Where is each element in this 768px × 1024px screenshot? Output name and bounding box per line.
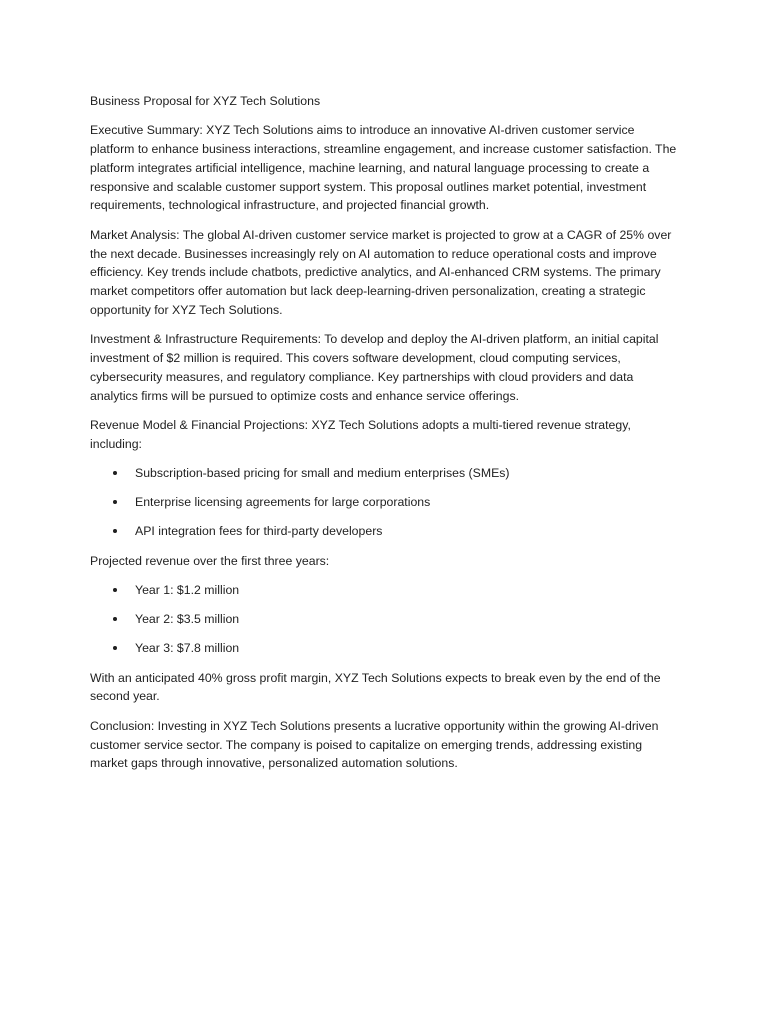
market-analysis-paragraph: Market Analysis: The global AI-driven customer service market is projected to grow at a CAGR of 25% over the next decade. Businesses increasingly rely on AI automation to reduce operational costs and improve efficiency. Key trends include chatbots, predictive analytics, and AI-enhanced CRM systems. The primary market competitors offer automation but lack deep-learning-driven personalization, creating a strategic opportunity for XYZ Tech Solutions. xyxy=(90,227,672,317)
document-body xyxy=(90,92,682,784)
list-item-text: Subscription-based pricing for small and medium enterprises (SMEs) xyxy=(135,466,510,481)
list-item-text: Year 2: $3.5 million xyxy=(135,612,240,627)
revenue-model-paragraph: Revenue Model & Financial Projections: XYZ Tech Solutions adopts a multi-tiered revenue strategy, including: xyxy=(90,417,631,451)
list-item-text: API integration fees for third-party developers xyxy=(135,524,383,539)
executive-summary-paragraph: Executive Summary: XYZ Tech Solutions aims to introduce an innovative AI-driven customer service platform to enhance business interactions, streamline engagement, and increase customer satisfaction. The platform integrates artificial intelligence, machine learning, and natural language processing to create a responsive and scalable customer support system. This proposal outlines market potential, investment requirements, technological infrastructure, and projected financial growth. xyxy=(90,123,677,213)
list-item xyxy=(90,639,682,658)
bullet-icon xyxy=(113,471,117,475)
list-item-text: Year 1: $1.2 million xyxy=(135,583,240,598)
projection-intro-paragraph: Projected revenue over the first three years: xyxy=(90,553,330,568)
list-item xyxy=(90,522,682,541)
investment-paragraph: Investment & Infrastructure Requirements: To develop and deploy the AI-driven platform, an initial capital investment of $2 million is required. This covers software development, cloud computing services, cybersecurity measures, and regulatory compliance. Key partnerships with cloud providers and data analytics firms will be pursued to optimize costs and enhance service offerings. xyxy=(90,332,659,403)
bullet-icon xyxy=(113,617,117,621)
bullet-icon xyxy=(113,500,117,504)
bullet-icon xyxy=(113,646,117,650)
document-title: Business Proposal for XYZ Tech Solutions xyxy=(90,94,321,108)
list-item xyxy=(90,464,682,483)
margin-note-paragraph: With an anticipated 40% gross profit margin, XYZ Tech Solutions expects to break even by the end of the second year. xyxy=(90,670,661,704)
projections-list xyxy=(90,581,682,658)
revenue-streams-list xyxy=(90,464,682,541)
list-item xyxy=(90,581,682,600)
bullet-icon xyxy=(113,529,117,533)
list-item xyxy=(90,610,682,629)
list-item xyxy=(90,493,682,512)
conclusion-paragraph: Conclusion: Investing in XYZ Tech Solutions presents a lucrative opportunity within the growing AI-driven customer service sector. The company is poised to capitalize on emerging trends, addressing existing market gaps through innovative, personalized automation solutions. xyxy=(90,718,659,771)
list-item-text: Enterprise licensing agreements for large corporations xyxy=(135,495,431,510)
bullet-icon xyxy=(113,588,117,592)
list-item-text: Year 3: $7.8 million xyxy=(135,641,240,656)
